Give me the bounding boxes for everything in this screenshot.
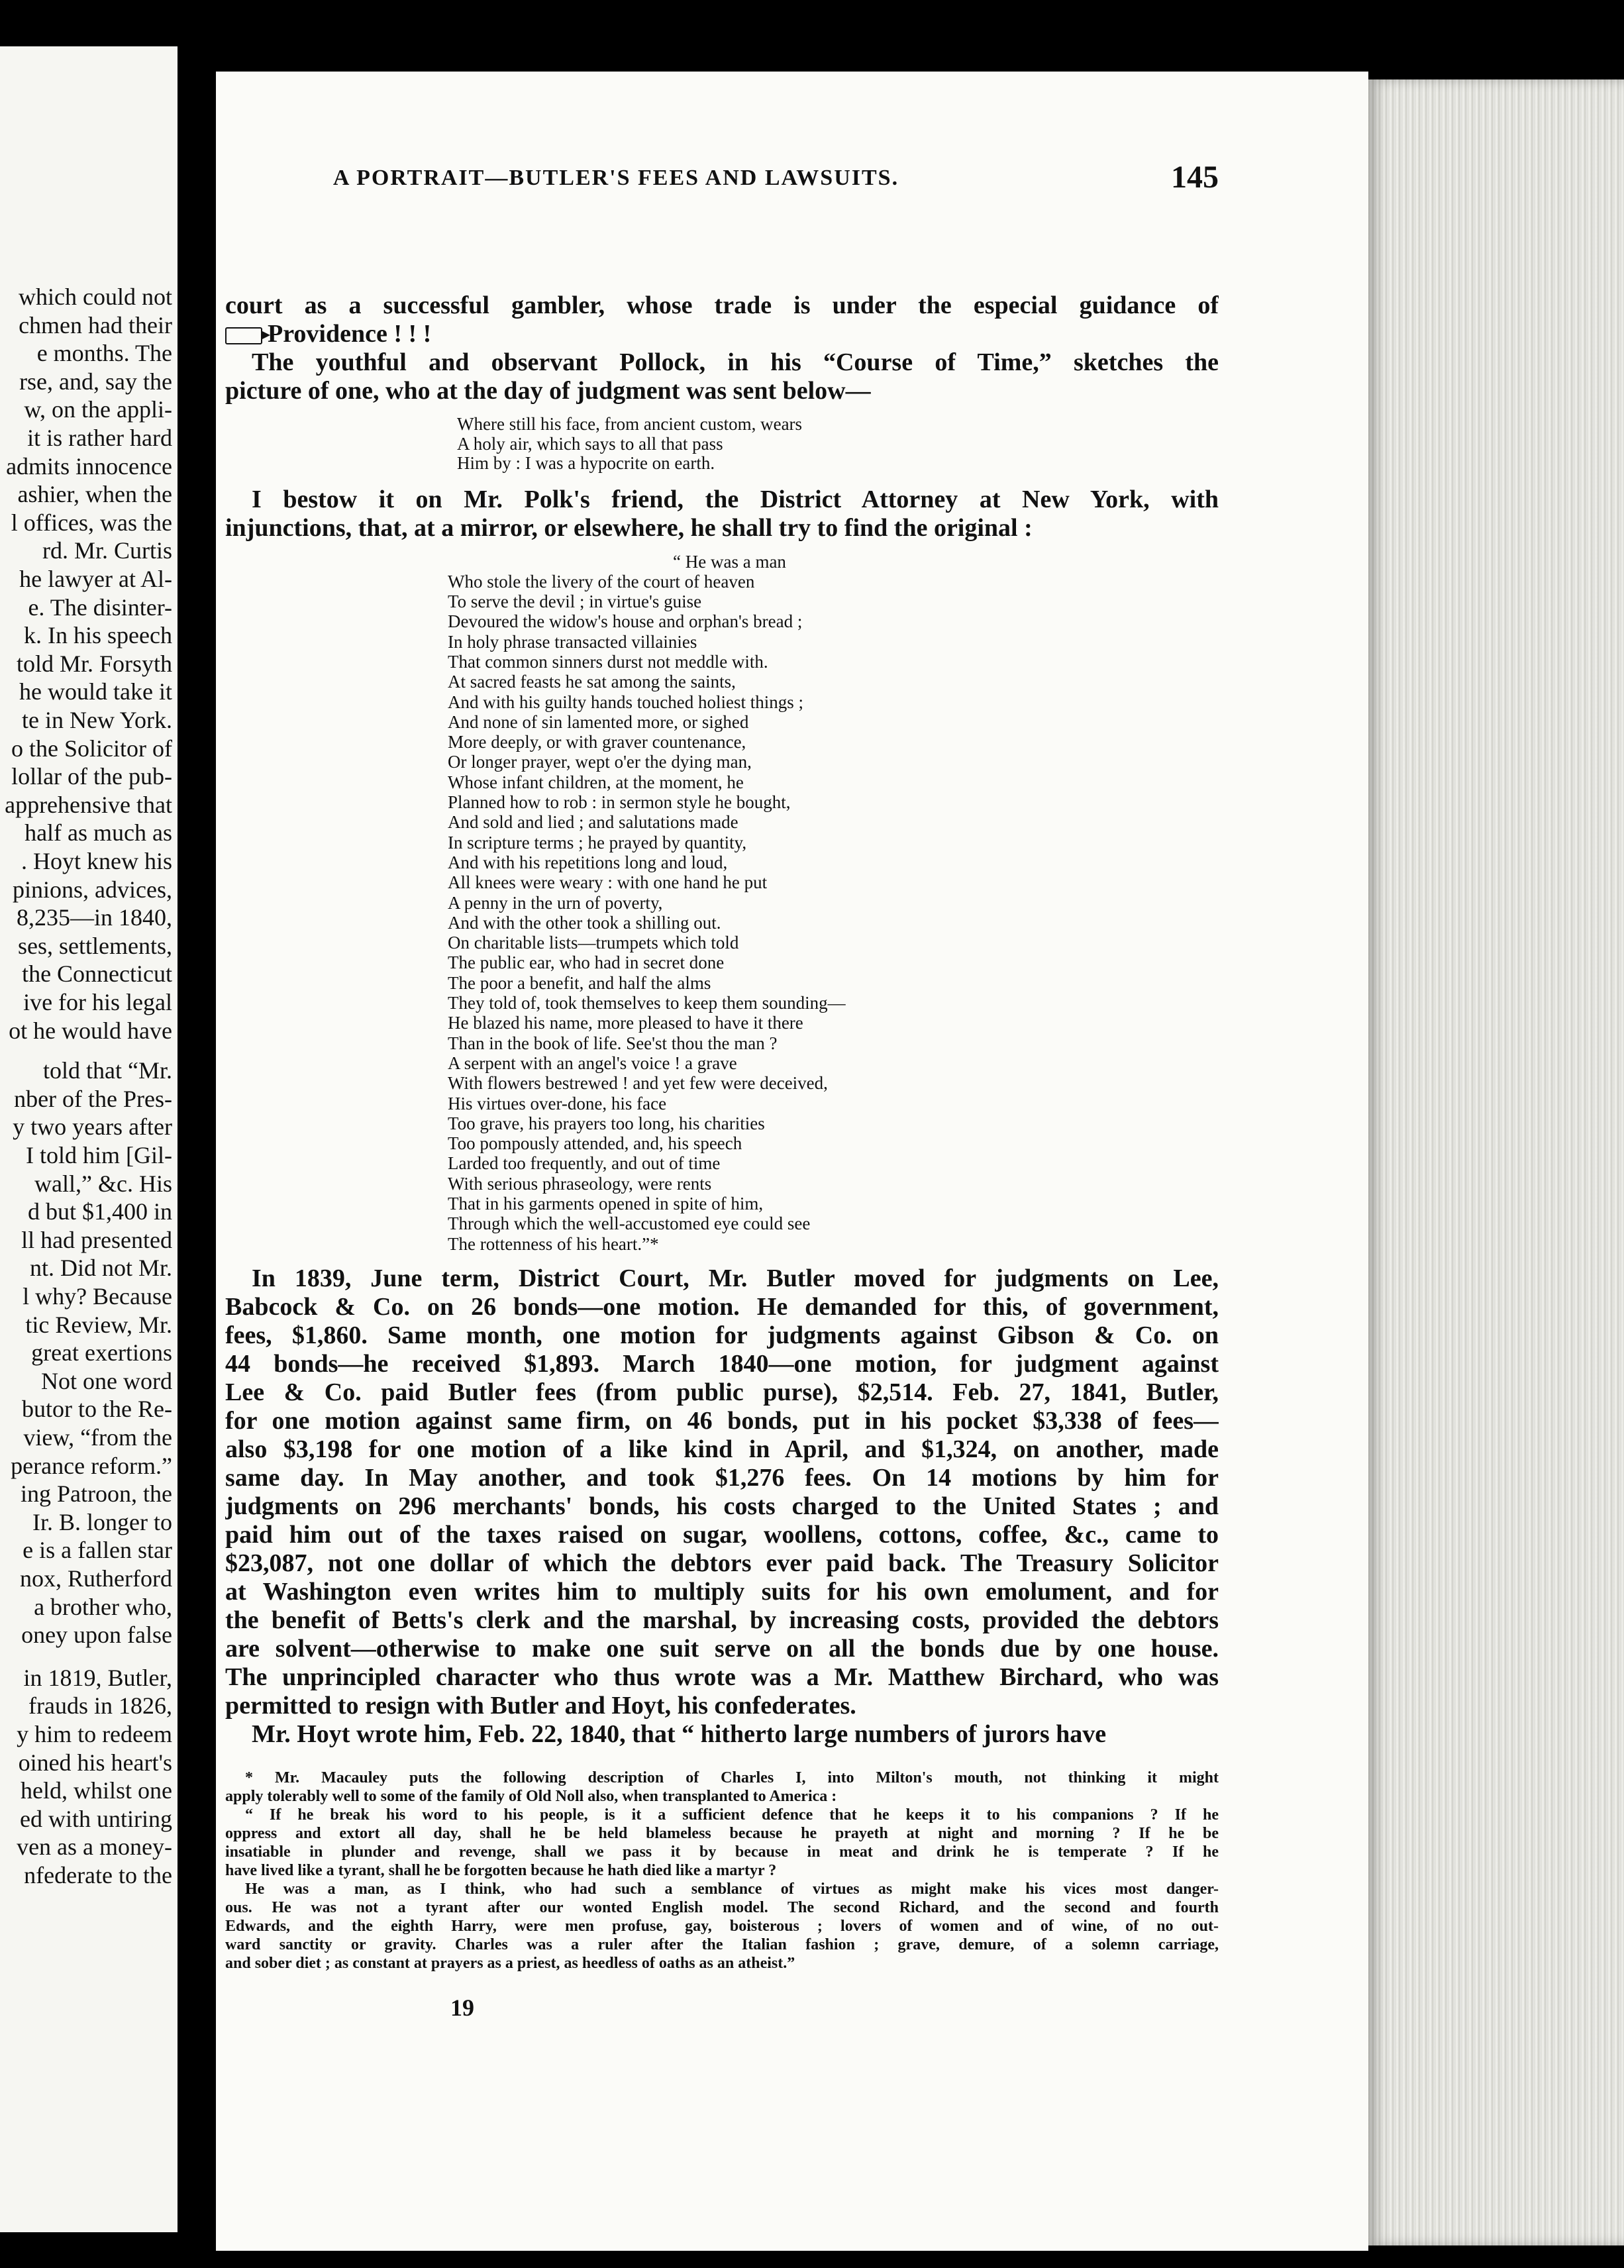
text-line: are solvent—otherwise to make one suit serve on all the bonds due by one house. [225,1634,1219,1663]
text-line: $23,087, not one dollar of which the debtors ever paid back. The Treasury Solicitor [225,1549,1219,1577]
fragment-line: ses, settlements, [18,932,172,959]
fragment-line: o the Solicitor of [11,735,172,762]
fragment-line: wall,” &c. His [34,1170,172,1197]
fragment-line: half as much as [25,819,172,847]
fragment-line: ashier, when the [17,481,172,508]
footnote-line: * Mr. Macauley puts the following description of Charles I, into Milton's mouth, not thinking it might [245,1769,1219,1786]
fragment-line: he would take it [19,678,172,705]
verse-line: A serpent with an angel's voice ! a grave [448,1053,737,1073]
verse-line: Too grave, his prayers too long, his charities [448,1113,765,1133]
verse-line: And with his repetitions long and loud, [448,852,728,872]
fragment-line: nox, Rutherford [20,1565,172,1592]
book-gutter [178,0,216,2268]
footnote-line: apply tolerably well to some of the family of Old Noll also, when transplanted to America : [225,1787,837,1805]
fragment-line: te in New York. [21,707,172,733]
text-line: Lee & Co. paid Butler fees (from public purse), $2,514. Feb. 27, 1841, Butler, [225,1378,1219,1406]
footnote-line: “ If he break his word to his people, is it a sufficient defence that he keeps it to his companions ? If he [245,1806,1219,1824]
verse-line: Larded too frequently, and out of time [448,1153,721,1174]
fragment-line: oined his heart's [18,1749,172,1776]
verse-line: A penny in the urn of poverty, [448,892,663,913]
text-line: Babcock & Co. on 26 bonds—one motion. He demanded for this, of government, [225,1292,1219,1321]
verse-line: All knees were weary : with one hand he put [448,872,768,893]
text-line: judgments on 296 merchants' bonds, his costs charged to the United States ; and [225,1492,1219,1520]
footnote-line: insatiable in plunder and revenge, shall we pass it by because in meat and drink he is temperate ? If he [225,1843,1219,1861]
fragment-line: it is rather hard [27,425,172,451]
fragment-line: nfederate to the [24,1862,172,1888]
verse-line: The poor a benefit, and half the alms [448,972,711,993]
fragment-line: frauds in 1826, [28,1692,172,1720]
fragment-line: lollar of the pub- [11,763,172,790]
page-edges [1368,79,1624,2245]
footnote [225,1762,1219,1973]
footnote-line: ous. He was not a tyrant after our wonted English model. The second Richard, and the second and fourth [225,1898,1219,1916]
fragment-line: Ir. B. longer to [32,1508,172,1535]
pointing-hand-icon [225,327,262,344]
verse-quote-1 [457,415,1219,474]
fragment-line: 8,235—in 1840, [16,904,172,931]
fragment-line: ed with untiring [20,1805,172,1832]
verse-line: A holy air, which says to all that pass [457,434,723,454]
running-head: A PORTRAIT—BUTLER'S FEES AND LAWSUITS. [332,166,899,190]
text-line: injunctions, that, at a mirror, or elsewhere, he shall try to find the original : [225,513,1033,542]
fragment-line: y two years after [13,1113,172,1141]
fragment-line: great exertions [31,1339,172,1366]
bestow-paragraph [225,486,1219,542]
text-line: fees, $1,860. Same month, one motion for judgments against Gibson & Co. on [225,1321,1219,1349]
fragment-line: butor to the Re- [22,1396,172,1423]
verse-line: With serious phraseology, were rents [448,1173,712,1194]
footnote-line: He was a man, as I think, who had such a semblance of virtues as might make his vices most danger- [245,1880,1219,1898]
verse-line: On charitable lists—trumpets which told [448,933,739,953]
verse-line: Who stole the livery of the court of heaven [448,571,755,592]
verse-line: At sacred feasts he sat among the saints, [448,672,736,692]
verse-line: In scripture terms ; he prayed by quantity, [448,832,747,852]
fragment-line: Not one word [41,1367,172,1394]
verse-line: And none of sin lamented more, or sighed [448,711,749,732]
facing-page-fragment [0,46,178,2232]
footnote-line: oppress and extort all day, shall he be held blameless because he prayeth at night and morning ? If he be [225,1824,1219,1842]
text-line: In 1839, June term, District Court, Mr. Butler moved for judgments on Lee, [252,1264,1219,1292]
fragment-line: e months. The [36,340,172,367]
verse-line: Devoured the widow's house and orphan's bread ; [448,611,803,632]
fragment-line: chmen had their [19,311,172,338]
fragment-line: ll had presented [21,1226,172,1253]
text-line: at Washington even writes him to multiply suits for his own emolument, and for [225,1577,1219,1606]
fragment-line: l why? Because [23,1283,172,1310]
signature-mark: 19 [450,1994,474,2021]
fragment-line: e is a fallen star [23,1537,172,1564]
fragment-line: ot he would have [9,1017,172,1044]
footnote-line: ward sanctity or gravity. Charles was a ruler after the Italian fashion ; grave, demure, of a solemn carriage, [225,1935,1219,1953]
verse-line: They told of, took themselves to keep them sounding— [448,993,846,1013]
text-line-content: Providence ! ! ! [268,320,432,348]
footnote-line: Edwards, and the eighth Harry, were men profuse, gay, boisterous ; lovers of women and of wine, of no out- [225,1917,1219,1935]
verse-line: Than in the book of life. See'st thou the man ? [448,1033,778,1053]
fragment-line: pinions, advices, [13,876,172,903]
verse-line: “ He was a man [673,551,786,572]
verse-quote-2 [448,552,1219,1254]
verse-line: In holy phrase transacted villainies [448,631,697,652]
fragment-line: nber of the Pres- [14,1085,172,1112]
text-line: same day. In May another, and took $1,276 fees. On 14 motions by him for [225,1463,1219,1492]
text-line: The youthful and observant Pollock, in his “Course of Time,” sketches the [252,348,1219,376]
fragment-line: . Hoyt knew his [21,848,172,874]
fragment-line: told Mr. Forsyth [16,650,172,677]
fragment-line: view, “from the [23,1424,172,1451]
fragment-line: k. In his speech [24,622,172,649]
verse-line: Or longer prayer, wept o'er the dying man, [448,752,752,772]
fragment-line: oney upon false [21,1622,172,1649]
opening-paragraph [225,291,1219,405]
fragment-line: rd. Mr. Curtis [42,537,172,564]
fragment-line: l offices, was the [11,509,172,536]
fragment-line: y him to redeem [17,1721,172,1747]
fragment-line: held, whilst one [21,1777,172,1804]
verse-line: He blazed his name, more pleased to have it there [448,1013,803,1033]
text-line: paid him out of the taxes raised on sugar, woollens, cottons, coffee, &c., came to [225,1520,1219,1549]
fragment-line: e. The disinter- [28,593,172,621]
verse-line: The public ear, who had in secret done [448,953,725,973]
text-line: Mr. Hoyt wrote him, Feb. 22, 1840, that “ hitherto large numbers of jurors have [252,1720,1107,1748]
verse-line: His virtues over-done, his face [448,1093,667,1113]
verse-line: And with his guilty hands touched holiest things ; [448,692,803,712]
verse-line: Planned how to rob : in sermon style he bought, [448,792,791,813]
fragment-line: nt. Did not Mr. [29,1255,172,1282]
fragment-line: he lawyer at Al- [19,566,172,592]
verse-line: The rottenness of his heart.”* [448,1233,659,1254]
fragment-line: the Connecticut [22,960,172,988]
verse-line: Where still his face, from ancient custom, wears [457,415,803,434]
verse-line: Through which the well-accustomed eye could see [448,1213,811,1234]
fragment-line: ing Patroon, the [21,1480,172,1508]
main-paragraph [225,1264,1219,1749]
verse-line: More deeply, or with graver countenance, [448,732,746,752]
fragment-line: apprehensive that [5,791,172,818]
text-line: also $3,198 for one motion of a like kind in April, and $1,324, on another, made [225,1435,1219,1463]
verse-line: And sold and lied ; and salutations made [448,812,738,833]
text-line: the benefit of Betts's clerk and the marshal, by increasing costs, provided the debtors [225,1606,1219,1634]
page-header [199,160,1219,205]
text-line: The unprincipled character who thus wrote was a Mr. Matthew Birchard, who was [225,1663,1219,1691]
page-number: 145 [1171,160,1219,195]
page-body [225,291,1219,1973]
fragment-line: perance reform.” [11,1452,172,1479]
verse-line: Too pompously attended, and, his speech [448,1133,742,1154]
fragment-line: ven as a money- [17,1833,172,1861]
verse-line: With flowers bestrewed ! and yet few were deceived, [448,1073,828,1094]
text-line [225,320,1219,348]
verse-line: And with the other took a shilling out. [448,912,721,933]
footnote-line: have lived like a tyrant, shall he be forgotten because he hath died like a martyr ? [225,1861,777,1879]
text-line: I bestow it on Mr. Polk's friend, the District Attorney at New York, with [252,485,1219,513]
verse-line: Whose infant children, at the moment, he [448,772,744,792]
fragment-line: rse, and, say the [19,368,172,395]
fragment-line: I told him [Gil- [26,1142,172,1168]
text-line: court as a successful gambler, whose trade is under the especial guidance of [225,291,1219,319]
fragment-line: in 1819, Butler, [23,1664,172,1691]
verse-line: That common sinners durst not meddle with. [448,651,768,672]
text-line: permitted to resign with Butler and Hoyt, his confederates. [225,1691,856,1720]
verse-line: To serve the devil ; in virtue's guise [448,592,702,612]
text-line: for one motion against same firm, on 46 bonds, put in his pocket $3,338 of fees— [225,1406,1219,1435]
fragment-line: which could not [19,284,172,310]
footnote-line: and sober diet ; as constant at prayers as a priest, as heedless of oaths as an atheist.” [225,1954,795,1972]
text-line: 44 bonds—he received $1,893. March 1840—one motion, for judgment against [225,1349,1219,1378]
verse-line: Him by : I was a hypocrite on earth. [457,454,715,473]
fragment-line: d but $1,400 in [27,1198,172,1225]
fragment-line: a brother who, [34,1593,172,1620]
verse-line: That in his garments opened in spite of him, [448,1194,764,1213]
text-line: picture of one, who at the day of judgment was sent below— [225,377,871,405]
fragment-line: w, on the appli- [24,396,172,423]
fragment-line: tic Review, Mr. [25,1311,172,1338]
fragment-line: told that “Mr. [43,1057,172,1084]
fragment-line: admits innocence [6,452,172,480]
fragment-line: ive for his legal [23,989,172,1015]
